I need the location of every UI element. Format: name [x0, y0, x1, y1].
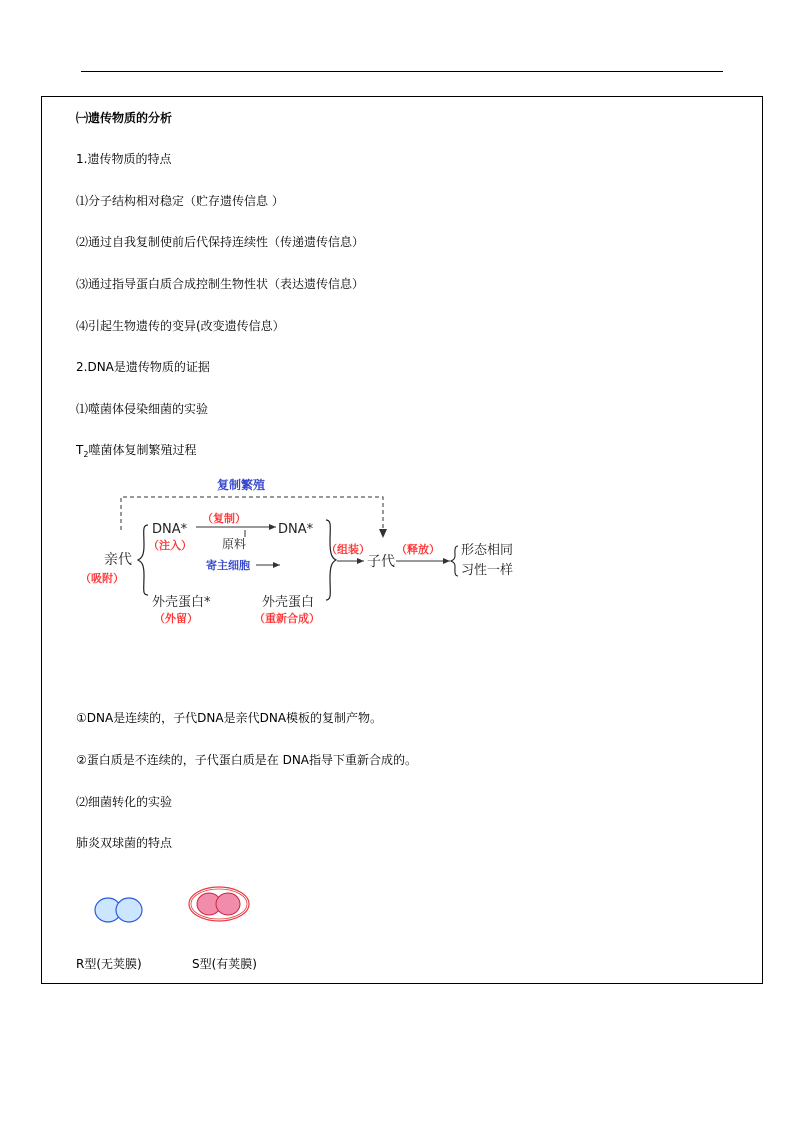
conclusion-protein: ②蛋白质是不连续的，子代蛋白质是在 DNA指导下重新合成的。: [76, 753, 418, 767]
feature-2: ⑵通过自我复制使前后代保持连续性（传递遗传信息）: [76, 235, 365, 249]
left-brace: [138, 525, 148, 595]
feature-1: ⑴分子结构相对稳定（贮存遗传信息 ）: [76, 194, 284, 208]
feature-3: ⑶通过指导蛋白质合成控制生物性状（表达遗传信息）: [76, 277, 365, 291]
label-adsorb: （吸附）: [80, 572, 124, 585]
transformation-experiment: ⑵细菌转化的实验: [76, 795, 173, 809]
label-coat-protein-parent: 外壳蛋白*: [152, 595, 211, 610]
heading-features: 1.遗传物质的特点: [76, 152, 172, 166]
label-host-cell: 寄主细胞: [206, 559, 250, 572]
result-brace: [451, 546, 458, 576]
label-same-habit: 习性一样: [461, 563, 514, 578]
header-rule: [81, 71, 723, 72]
feature-4: ⑷引起生物遗传的变异(改变遗传信息）: [76, 319, 285, 333]
right-brace: [326, 520, 336, 600]
conclusion-dna: ①DNA是连续的，子代DNA是亲代DNA模板的复制产物。: [76, 711, 383, 725]
label-replicate-propagate: 复制繁殖: [216, 478, 266, 492]
phage-process-title: $T_2$噬菌体复制繁殖过程: [76, 443, 197, 459]
label-dna-parent: DNA*: [152, 522, 188, 537]
label-offspring: 子代: [367, 554, 395, 570]
phage-replication-diagram: [76, 470, 536, 630]
phage-experiment: ⑴噬菌体侵染细菌的实验: [76, 402, 209, 416]
r-type-bacterium: [92, 893, 146, 927]
r-type-caption: R型(无荚膜): [76, 957, 142, 971]
label-dna-offspring: DNA*: [278, 522, 314, 537]
pneumococcus-features: 肺炎双球菌的特点: [76, 836, 173, 850]
label-replicate: （复制）: [202, 512, 246, 525]
label-assemble: （组装）: [326, 543, 370, 556]
label-parent: 亲代: [104, 552, 132, 568]
label-inject: （注入）: [148, 539, 192, 552]
label-raw-material: 原料: [222, 537, 247, 551]
heading-evidence: 2.DNA是遗传物质的证据: [76, 360, 210, 374]
label-same-shape: 形态相同: [461, 543, 514, 558]
s-type-bacterium: [186, 884, 252, 924]
s-type-caption: S型(有荚膜): [192, 957, 257, 971]
label-stay-outside: （外留）: [154, 612, 198, 625]
label-coat-protein-offspring: 外壳蛋白: [262, 595, 315, 610]
label-resynthesize: （重新合成）: [254, 612, 320, 625]
label-release: （释放）: [396, 543, 440, 556]
section-title: ㈠遗传物质的分析: [76, 111, 173, 125]
dashed-arrow-head: [379, 529, 387, 538]
